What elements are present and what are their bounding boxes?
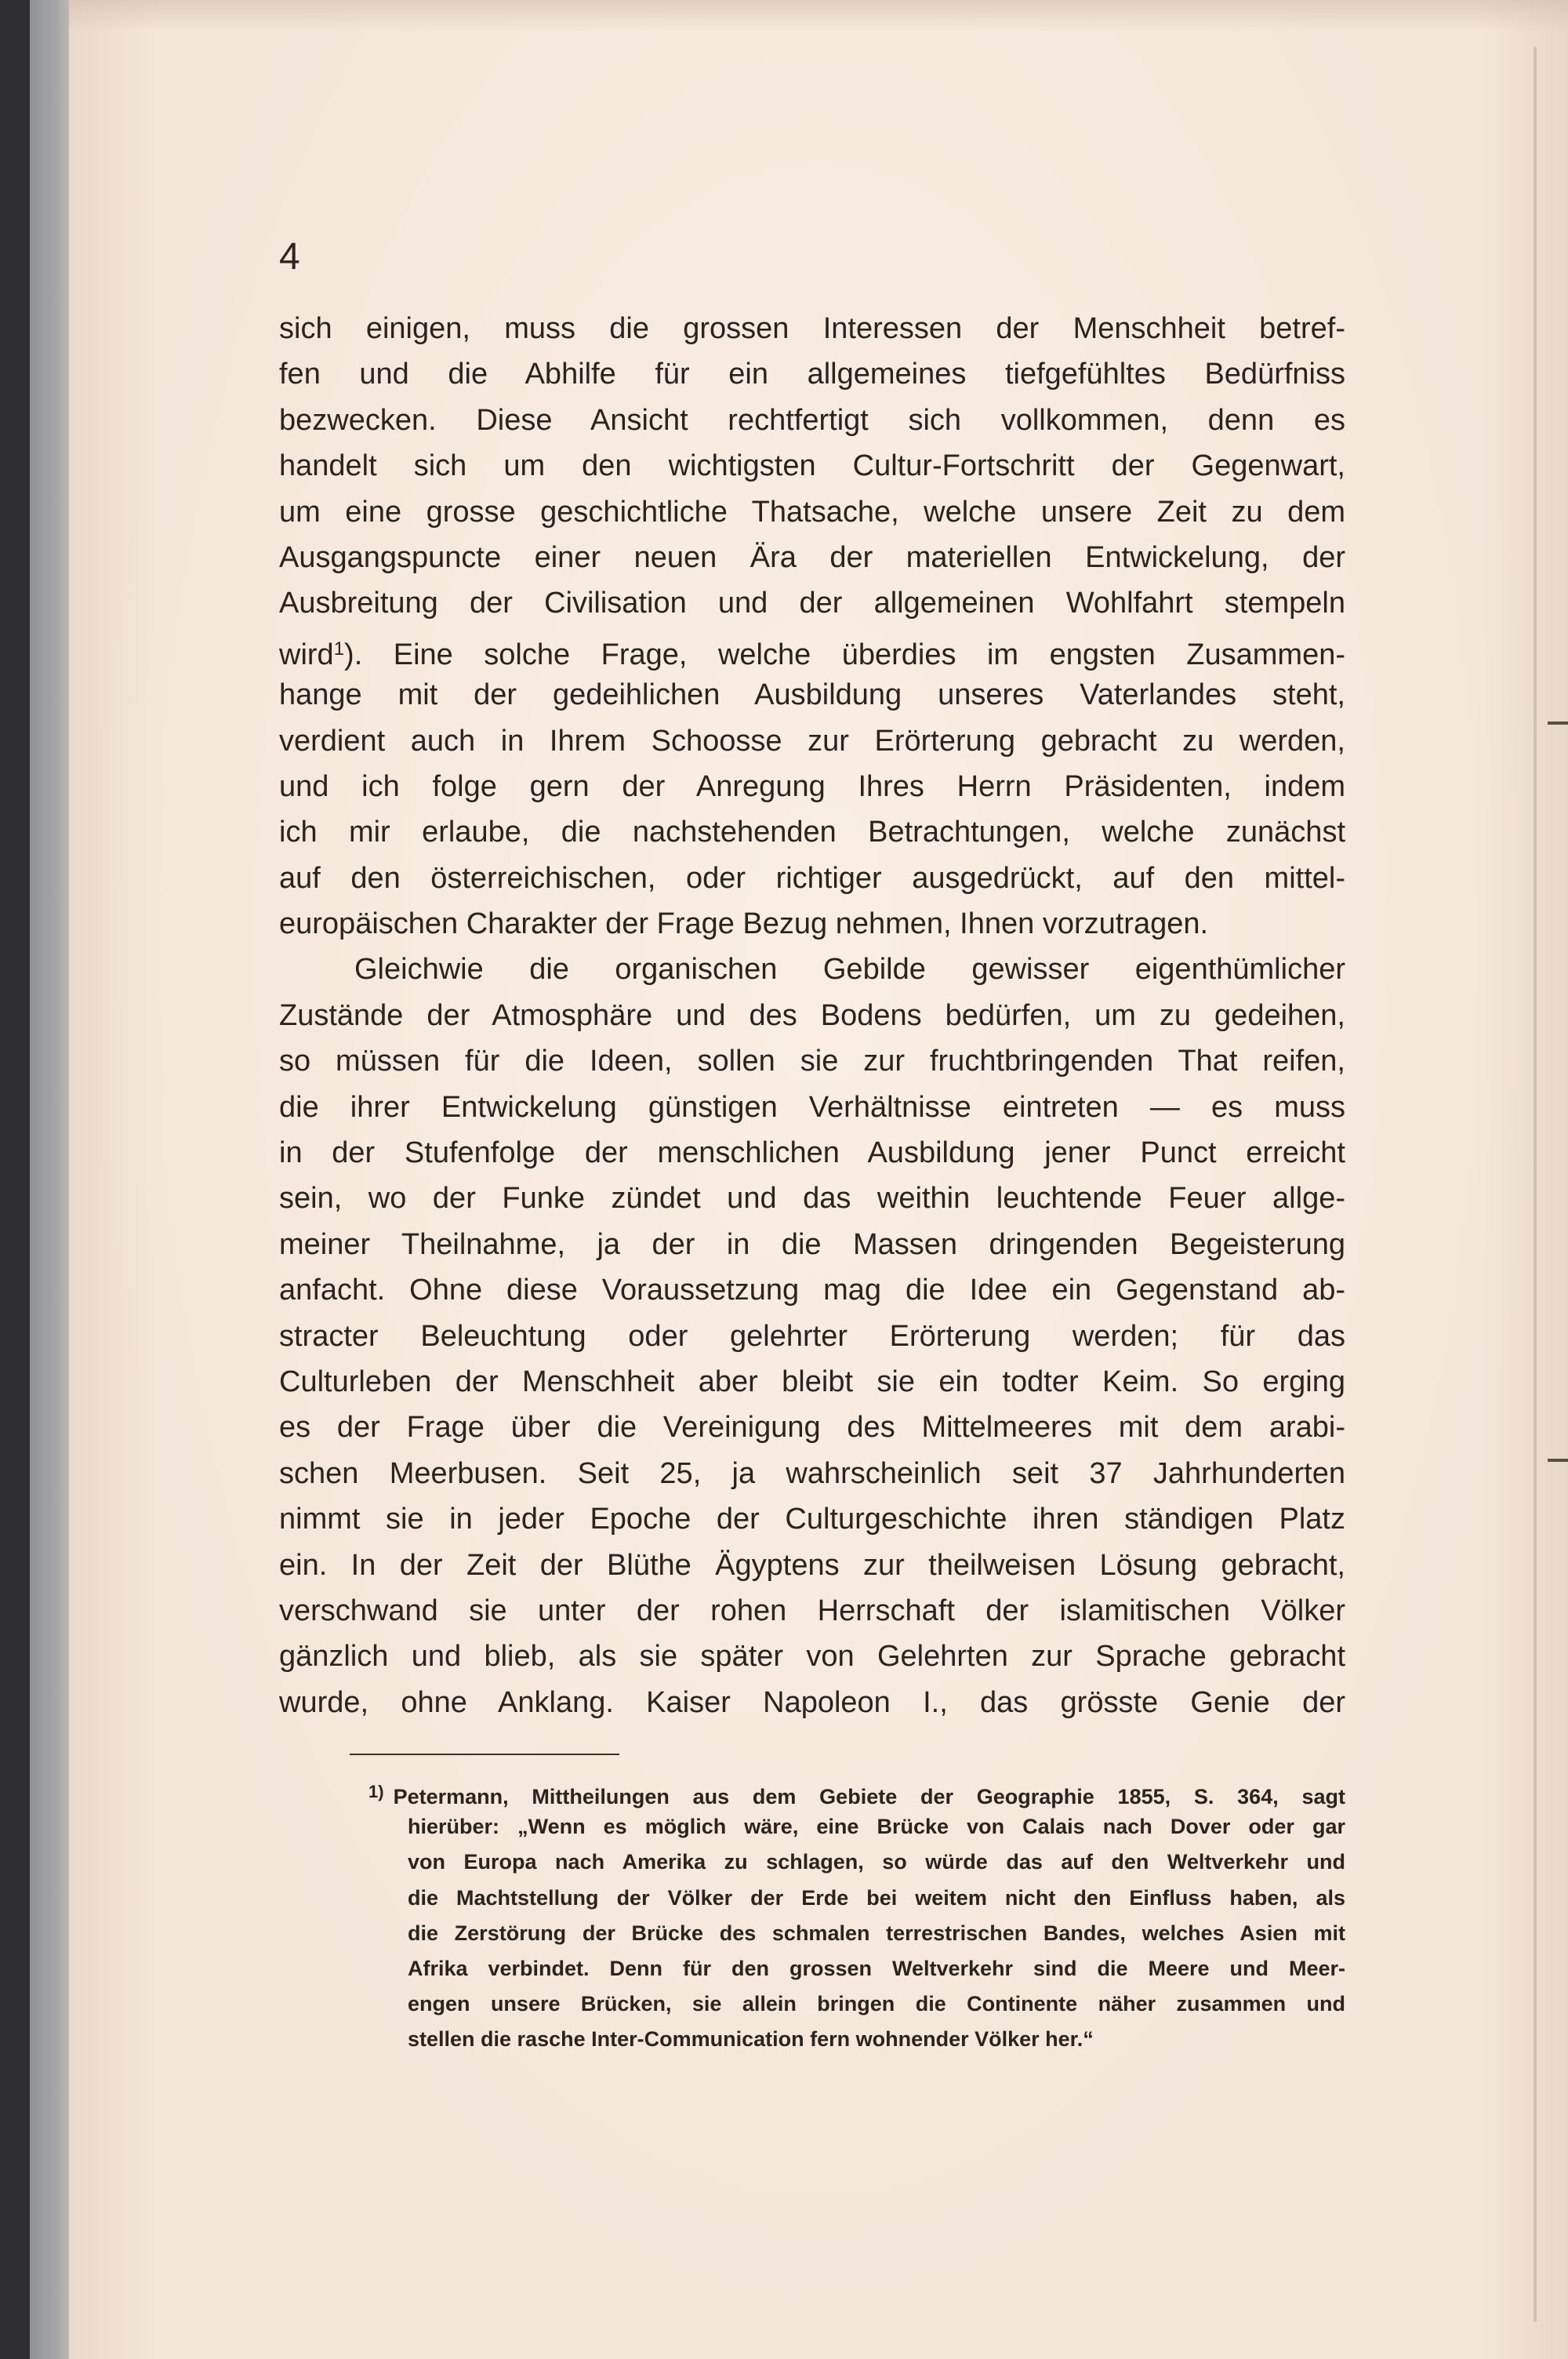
footnote-line: die Zerstörung der Brücke des schmalen terrestrischen Bandes, welches Asien mit [408,1921,1345,1945]
text-line: Zustände der Atmosphäre und des Bodens bedürfen, um zu gedeihen, [279,998,1345,1032]
text-line: hange mit der gedeihlichen Ausbildung unseres Vaterlandes steht, [279,678,1345,712]
text-line: in der Stufenfolge der menschlichen Ausbildung jener Punct erreicht [279,1136,1345,1170]
text-line: schen Meerbusen. Seit 25, ja wahrscheinlich seit 37 Jahrhunderten [279,1456,1345,1490]
body-text [279,306,1345,1725]
text-line: fen und die Abhilfe für ein allgemeines tiefgefühltes Bedürfniss [279,358,1345,391]
page-top-edge [69,0,1568,31]
text-fragment: ). [344,638,363,671]
edge-mark [1548,722,1568,725]
text-line: meiner Theilnahme, ja der in die Massen dringenden Begeisterung [279,1227,1345,1261]
text-line: um eine grosse geschichtliche Thatsache, welche unsere Zeit zu dem [279,495,1345,529]
footnote-reference: 1 [333,638,345,660]
footnote-line: hierüber: „Wenn es möglich wäre, eine Brücke von Calais nach Dover oder gar [408,1815,1345,1839]
text-line: europäischen Charakter der Frage Bezug nehmen, Ihnen vorzutragen. [279,907,1209,941]
text-line: ein. In der Zeit der Blüthe Ägyptens zur theilweisen Lösung gebracht, [279,1548,1345,1582]
text-line: ich mir erlaube, die nachstehenden Betrachtungen, welche zunächst [279,816,1345,849]
text-line: Gleichwie die organischen Gebilde gewisser eigenthümlicher [354,953,1345,987]
text-line: sein, wo der Funke zündet und das weithin leuchtende Feuer allge- [279,1182,1345,1216]
text-line: anfacht. Ohne diese Voraussetzung mag die Idee ein Gegenstand ab- [279,1274,1345,1307]
footnote-line: die Machtstellung der Völker der Erde bei weitem nicht den Einfluss haben, als [408,1885,1345,1910]
text-line: gänzlich und blieb, als sie später von Gelehrten zur Sprache gebracht [279,1640,1345,1674]
text-line: stracter Beleuchtung oder gelehrter Erörterung werden; für das [279,1319,1345,1353]
footnote-divider [350,1754,619,1755]
text-fragment: wird [279,638,334,671]
footnote-line: engen unsere Brücken, sie allein bringen die Continente näher zusammen und [408,1992,1345,2016]
text-line: Culturleben der Menschheit aber bleibt sie ein todter Keim. So erging [279,1365,1345,1398]
edge-mark [1548,1459,1568,1462]
text-line: und ich folge gern der Anregung Ihres Herrn Präsidenten, indem [279,769,1345,803]
footnote-line [368,1774,1345,1809]
text-fragment: Eine solche Frage, welche überdies im engsten Zusammen- [362,638,1345,671]
footnote-marker: 1) [368,1782,384,1801]
page-number: 4 [279,236,301,278]
text-line: auf den österreichischen, oder richtiger ausgedrückt, auf den mittel- [279,861,1345,895]
text-line: bezwecken. Diese Ansicht rechtfertigt sich vollkommen, denn es [279,403,1345,437]
text-line: die ihrer Entwickelung günstigen Verhältnisse eintreten — es muss [279,1090,1345,1124]
footnote [368,1774,1345,2058]
text-line: sich einigen, muss die grossen Interessen der Menschheit betref- [279,312,1345,345]
text-line-with-footnote-ref [279,627,1345,672]
text-line: Ausbreitung der Civilisation und der allgemeinen Wohlfahrt stempeln [279,587,1345,620]
text-line: verschwand sie unter der rohen Herrschaft der islamitischen Völker [279,1594,1345,1627]
text-line: nimmt sie in jeder Epoche der Culturgeschichte ihren ständigen Platz [279,1503,1345,1536]
footnote-line: stellen die rasche Inter-Communication fern wohnender Völker her.“ [408,2027,1094,2052]
text-line: so müssen für die Ideen, sollen sie zur fruchtbringenden That reifen, [279,1045,1345,1078]
text-line: wurde, ohne Anklang. Kaiser Napoleon I., das grösste Genie der [279,1685,1345,1719]
text-line: handelt sich um den wichtigsten Cultur-Fortschritt der Gegenwart, [279,449,1345,483]
footnote-text: Petermann, Mittheilungen aus dem Gebiete der Geographie 1855, S. 364, sagt [393,1785,1345,1808]
text-line: verdient auch in Ihrem Schoosse zur Erörterung gebracht zu werden, [279,724,1345,758]
footnote-line: von Europa nach Amerika zu schlagen, so würde das auf den Weltverkehr und [408,1850,1345,1874]
text-line: Ausgangspuncte einer neuen Ära der materiellen Entwickelung, der [279,540,1345,574]
page-fold-edge [1534,47,1537,2321]
text-line: es der Frage über die Vereinigung des Mittelmeeres mit dem arabi- [279,1411,1345,1445]
footnote-line: Afrika verbindet. Denn für den grossen Weltverkehr sind die Meere und Meer- [408,1956,1345,1980]
